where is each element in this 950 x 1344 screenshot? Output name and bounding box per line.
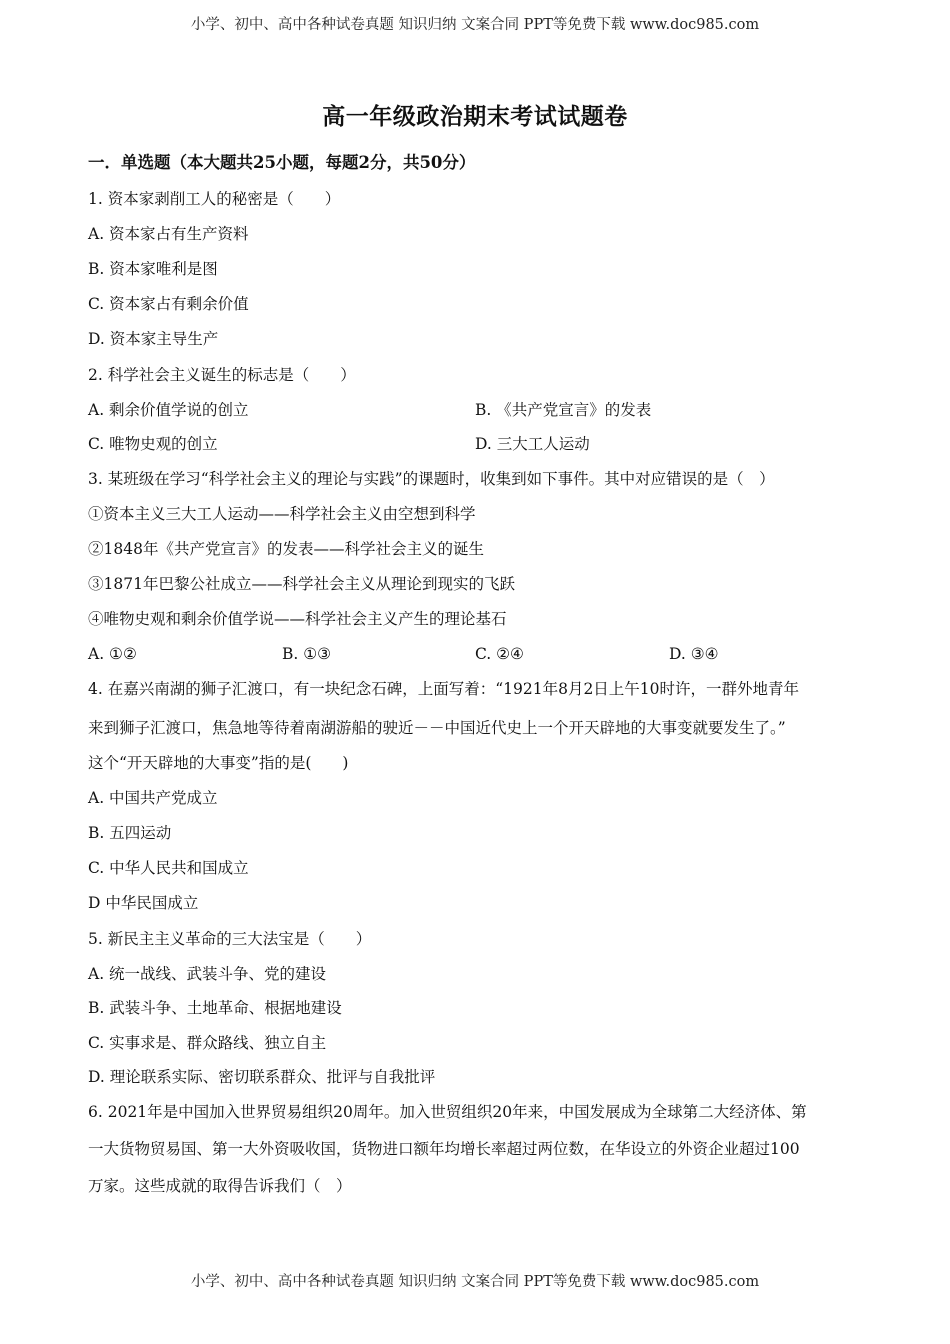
question-3-stem: 3. 某班级在学习“科学社会主义的理论与实践”的课题时，收集到如下事件。其中对应错误的是（ ） — [88, 470, 775, 488]
question-1-option-c: C. 资本家占有剩余价值 — [88, 295, 249, 313]
question-6-stem-line-1: 6. 2021年是中国加入世界贸易组织20周年。加入世贸组织20年来，中国发展成为全球第二大经济体、第 — [88, 1103, 807, 1121]
question-3-option-b: B. ①③ — [282, 645, 332, 663]
page-header: 小学、初中、高中各种试卷真题 知识归纳 文案合同 PPT等免费下载 www.doc985.com — [190, 17, 760, 33]
question-4-option-b: B. 五四运动 — [88, 824, 172, 842]
question-5-stem: 5. 新民主主义革命的三大法宝是（ ） — [88, 930, 372, 948]
question-3-item-2: ②1848年《共产党宣言》的发表——科学社会主义的诞生 — [88, 540, 484, 558]
question-2-option-a: A. 剩余价值学说的创立 — [88, 401, 249, 419]
question-4-stem-line-1: 4. 在嘉兴南湖的狮子汇渡口，有一块纪念石碑，上面写着：“1921年8月2日上午10时许，一群外地青年 — [88, 680, 800, 698]
question-1-option-d: D. 资本家主导生产 — [88, 330, 219, 348]
question-3-option-d: D. ③④ — [669, 645, 719, 663]
page-title: 高一年级政治期末考试试题卷 — [322, 103, 628, 130]
question-2-stem: 2. 科学社会主义诞生的标志是（ ） — [88, 366, 356, 384]
question-5-option-a: A. 统一战线、武装斗争、党的建设 — [88, 965, 327, 983]
question-4-stem-line-3: 这个“开天辟地的大事变”指的是( ) — [88, 754, 349, 772]
question-3-option-c: C. ②④ — [475, 645, 524, 663]
question-1-option-a: A. 资本家占有生产资料 — [88, 225, 249, 243]
question-3-item-3: ③1871年巴黎公社成立——科学社会主义从理论到现实的飞跃 — [88, 575, 515, 593]
question-1-stem: 1. 资本家剥削工人的秘密是（ ） — [88, 190, 341, 208]
question-6-stem-line-2: 一大货物贸易国、第一大外资吸收国，货物进口额年均增长率超过两位数，在华设立的外资企业超过100 — [88, 1140, 800, 1158]
question-4-stem-line-2: 来到狮子汇渡口，焦急地等待着南湖游船的驶近－－中国近代史上一个开天辟地的大事变就要发生了。” — [88, 719, 786, 737]
question-3-item-4: ④唯物史观和剩余价值学说——科学社会主义产生的理论基石 — [88, 610, 507, 628]
question-5-option-b: B. 武装斗争、土地革命、根据地建设 — [88, 999, 342, 1017]
question-5-option-d: D. 理论联系实际、密切联系群众、批评与自我批评 — [88, 1068, 436, 1086]
page-footer: 小学、初中、高中各种试卷真题 知识归纳 文案合同 PPT等免费下载 www.doc985.com — [190, 1274, 760, 1290]
question-2-option-c: C. 唯物史观的创立 — [88, 435, 218, 453]
question-2-option-d: D. 三大工人运动 — [475, 435, 590, 453]
question-4-option-d: D 中华民国成立 — [88, 894, 199, 912]
question-3-item-1: ①资本主义三大工人运动——科学社会主义由空想到科学 — [88, 505, 476, 523]
question-1-option-b: B. 资本家唯利是图 — [88, 260, 218, 278]
section-heading: 一．单选题（本大题共25小题，每题2分，共50分） — [88, 153, 476, 172]
question-6-stem-line-3: 万家。这些成就的取得告诉我们（ ） — [88, 1177, 352, 1195]
question-2-option-b: B. 《共产党宣言》的发表 — [475, 401, 652, 419]
question-4-option-c: C. 中华人民共和国成立 — [88, 859, 249, 877]
question-5-option-c: C. 实事求是、群众路线、独立自主 — [88, 1034, 327, 1052]
question-3-option-a: A. ①② — [88, 645, 137, 663]
question-4-option-a: A. 中国共产党成立 — [88, 789, 218, 807]
